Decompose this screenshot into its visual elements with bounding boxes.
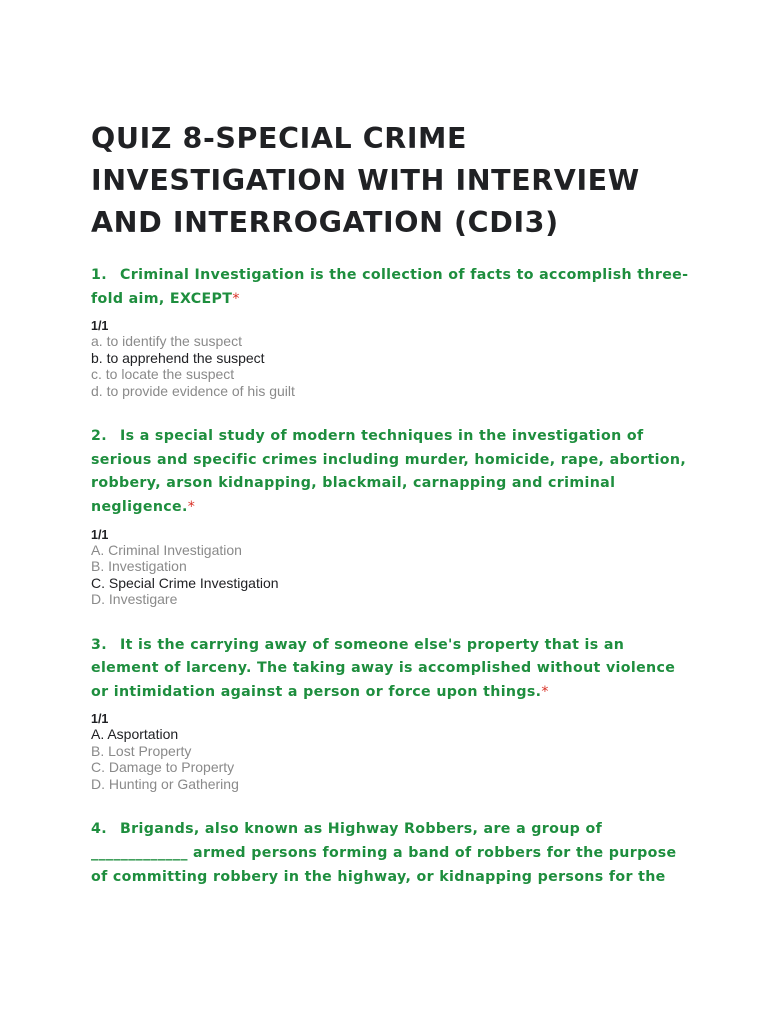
question-2 xyxy=(91,425,691,607)
option-selected[interactable]: C. Special Crime Investigation xyxy=(91,574,279,591)
option[interactable]: c. to locate the suspect xyxy=(91,366,235,383)
option[interactable]: C. Damage to Property xyxy=(91,759,235,776)
quiz-document xyxy=(91,118,691,889)
question-prompt: Brigands, also known as Highway Robbers, are a group of _____________ armed persons forming a band of robbers for the purpose of committing robbery in the highway, or kidnapping persons for the xyxy=(91,821,677,885)
required-asterisk: * xyxy=(541,683,549,700)
question-prompt: Is a special study of modern techniques in the investigation of serious and specific crimes including murder, homicide, rape, abortion, robbery, arson kidnapping, blackmail, carnapping and criminal negligence. xyxy=(91,428,687,515)
question-number: 3. xyxy=(91,636,107,653)
required-asterisk: * xyxy=(232,290,240,307)
question-text xyxy=(91,425,691,519)
quiz-title: QUIZ 8-SPECIAL CRIME INVESTIGATION WITH INTERVIEW AND INTERROGATION (CDI3) xyxy=(91,122,640,239)
option[interactable]: B. Investigation xyxy=(91,558,187,575)
question-3 xyxy=(91,634,691,793)
spacer xyxy=(91,792,691,818)
question-text xyxy=(91,634,691,705)
required-asterisk: * xyxy=(187,498,196,515)
option[interactable]: D. Investigare xyxy=(91,591,178,608)
spacer xyxy=(91,399,691,425)
question-text xyxy=(91,818,691,889)
option-selected[interactable]: b. to apprehend the suspect xyxy=(91,349,265,366)
question-4 xyxy=(91,818,691,889)
option[interactable]: a. to identify the suspect xyxy=(91,333,242,350)
option[interactable]: B. Lost Property xyxy=(91,742,192,759)
question-number: 4. xyxy=(91,821,107,838)
options-list xyxy=(91,726,691,792)
score-label: 1/1 xyxy=(91,319,109,334)
question-number: 1. xyxy=(91,267,107,283)
question-text xyxy=(91,264,691,311)
score-label: 1/1 xyxy=(91,712,109,727)
option-selected[interactable]: A. Asportation xyxy=(91,726,179,743)
question-prompt: Criminal Investigation is the collection of facts to accomplish three-fold aim, EXCEPT xyxy=(91,267,689,307)
options-list xyxy=(91,333,691,399)
question-prompt: It is the carrying away of someone else's property that is an element of larceny. The taking away is accomplished without violence or intimidation against a person or force upon things. xyxy=(91,636,676,700)
score-label: 1/1 xyxy=(91,527,109,542)
options-list xyxy=(91,542,691,608)
option[interactable]: D. Hunting or Gathering xyxy=(91,775,239,792)
spacer xyxy=(91,608,691,634)
option[interactable]: d. to provide evidence of his guilt xyxy=(91,382,295,399)
question-1 xyxy=(91,264,691,399)
option[interactable]: A. Criminal Investigation xyxy=(91,541,242,558)
question-number: 2. xyxy=(91,428,107,445)
